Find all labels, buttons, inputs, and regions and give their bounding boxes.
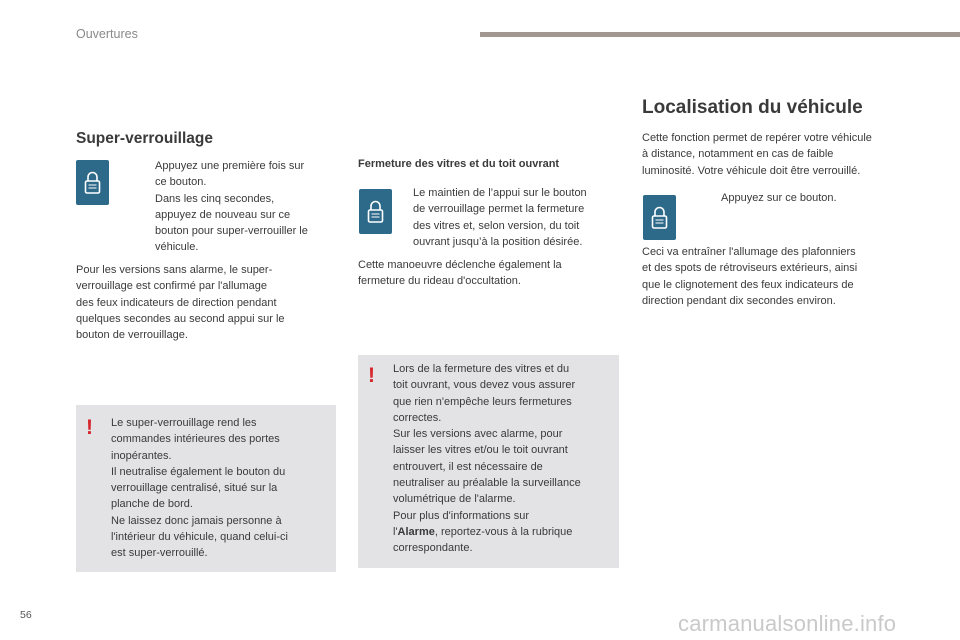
localisation-step xyxy=(699,190,899,206)
localisation-paragraph: Ceci va entraîner l'allumage des plafonniers et des spots de rétroviseurs extérieurs, ainsi que le clignotement des feux indicateurs de direction pendant dix secondes environ. xyxy=(642,246,858,307)
fermeture-title: Fermeture des vitres et du toit ouvrant xyxy=(358,158,560,170)
lock-button-icon xyxy=(359,189,392,234)
super-verrouillage-steps xyxy=(133,158,333,256)
page-number: 56 xyxy=(20,609,32,621)
lock-button-icon xyxy=(643,195,676,240)
localisation-intro: Cette fonction permet de repérer votre véhicule à distance, notamment en cas de faible luminosité. Votre véhicule doit être verrouillé. xyxy=(642,132,872,177)
localisation-title: Localisation du véhicule xyxy=(642,97,863,118)
fermeture-paragraph: Cette manoeuvre déclenche également la fermeture du rideau d'occultation. xyxy=(358,259,562,288)
exclamation-icon: ! xyxy=(86,416,93,439)
warning-box-fermeture xyxy=(358,355,619,568)
section-label: Ouvertures xyxy=(76,27,138,41)
list-item: Appuyez sur ce bouton. xyxy=(721,192,837,204)
warning-text: Lors de la fermeture des vitres et du toit ouvrant, vous devez vous assurer que rien n'empêche leurs fermetures correctes. Sur les versions avec alarme, pour laisser les vitres et/ou le toit ouvrant entrouvert, il est nécessaire de neutraliser au préalable la surveillance volumétrique de l'alarme. Pour plus d'informations sur l'Alarme, reportez-vous à la rubrique correspondante. xyxy=(393,361,615,557)
warning-reference-line: l'Alarme, reportez-vous à la rubrique xyxy=(393,525,573,538)
warning-box-super-verrouillage xyxy=(76,405,336,572)
super-verrouillage-title: Super-verrouillage xyxy=(76,130,213,147)
lock-button-icon xyxy=(76,160,109,205)
alarme-reference: Alarme xyxy=(397,525,435,538)
header-bar xyxy=(480,32,960,37)
exclamation-icon: ! xyxy=(368,364,375,387)
list-item: Dans les cinq secondes, appuyez de nouveau sur ce bouton pour super-verrouiller le véhicule. xyxy=(155,192,308,254)
warning-text: Le super-verrouillage rend les commandes intérieures des portes inopérantes. Il neutralise également le bouton du verrouillage centralisé, situé sur la planche de bord. Ne laissez donc jamais personne à l'intérieur du véhicule, quand celui-ci est super-verrouillé. xyxy=(111,417,288,560)
watermark: carmanualsonline.info xyxy=(678,611,897,636)
fermeture-key-text: Le maintien de l’appui sur le bouton de verrouillage permet la fermeture des vitres et, selon version, du toit ouvrant jusqu’à la position désirée. xyxy=(413,187,587,248)
super-verrouillage-paragraph: Pour les versions sans alarme, le super- verrouillage est confirmé par l'allumage des feux indicateurs de direction pendant quelques secondes au second appui sur le bouton de verrouillage. xyxy=(76,264,285,342)
list-item: Appuyez une première fois sur ce bouton. xyxy=(155,160,305,189)
